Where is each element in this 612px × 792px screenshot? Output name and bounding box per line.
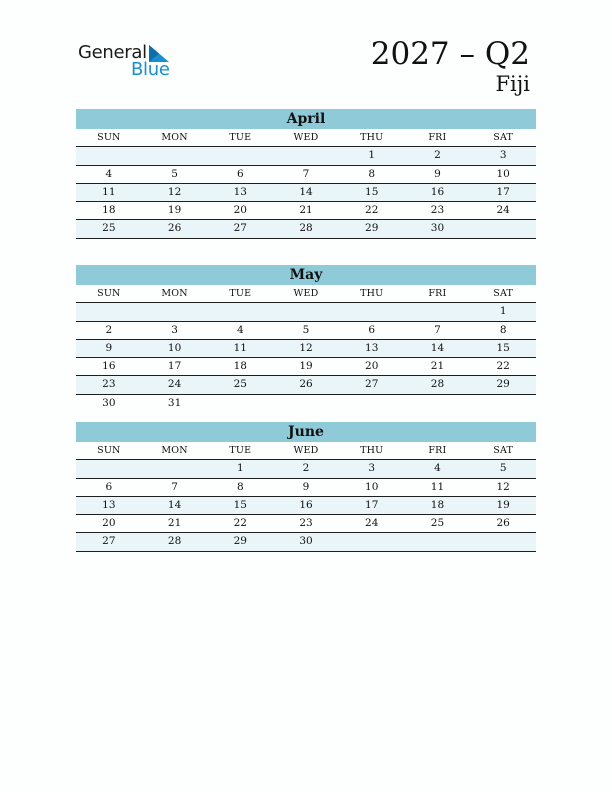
month-title: April xyxy=(76,109,536,129)
day-cell: 21 xyxy=(167,517,182,530)
day-cell xyxy=(207,147,273,164)
day-cell: 30 xyxy=(430,222,445,235)
day-cell: 9 xyxy=(302,480,310,493)
day-cell: 1 xyxy=(236,462,244,475)
weekday-label: FRI xyxy=(428,132,447,143)
day-cell: 29 xyxy=(233,535,247,548)
day-cell: 8 xyxy=(368,167,376,180)
month-may xyxy=(76,265,536,412)
day-cell: 26 xyxy=(496,517,510,530)
weekday-label: TUE xyxy=(229,132,252,143)
day-cell: 12 xyxy=(167,185,182,198)
day-cell: 19 xyxy=(496,498,510,511)
day-cell: 4 xyxy=(236,323,244,336)
logo-general-text: General xyxy=(78,42,147,63)
day-cell: 28 xyxy=(167,535,182,548)
day-cell: 14 xyxy=(299,185,313,198)
day-cell: 22 xyxy=(233,517,247,530)
day-cell: 9 xyxy=(434,167,441,180)
day-cell: 19 xyxy=(167,204,182,217)
day-cell: 3 xyxy=(499,149,507,162)
month-title: June xyxy=(76,422,536,442)
day-cell xyxy=(273,303,339,320)
day-cell xyxy=(470,395,536,412)
month-june xyxy=(76,422,536,552)
day-cell: 26 xyxy=(299,378,313,391)
day-cell: 7 xyxy=(171,480,178,493)
day-cell: 10 xyxy=(167,341,182,354)
day-cell: 7 xyxy=(302,167,310,180)
day-cell: 10 xyxy=(496,167,510,180)
country-name: Fiji xyxy=(495,72,530,96)
weekday-label: MON xyxy=(161,132,188,143)
day-cell: 8 xyxy=(499,323,507,336)
day-cell: 15 xyxy=(233,498,247,511)
day-cell: 23 xyxy=(102,378,116,391)
day-cell xyxy=(142,147,208,164)
day-cell: 4 xyxy=(434,462,441,475)
day-cell: 24 xyxy=(365,517,379,530)
day-cell: 20 xyxy=(102,517,116,530)
day-cell: 10 xyxy=(365,480,379,493)
day-cell: 7 xyxy=(434,323,441,336)
weekday-label: WED xyxy=(293,445,319,456)
day-cell xyxy=(405,533,471,550)
day-cell: 27 xyxy=(102,535,116,548)
day-cell: 17 xyxy=(496,185,510,198)
day-cell: 28 xyxy=(299,222,313,235)
week-row xyxy=(76,479,536,497)
day-cell: 22 xyxy=(365,204,379,217)
day-cell xyxy=(142,303,208,320)
weekday-label: SUN xyxy=(97,132,121,143)
weekday-label: TUE xyxy=(229,288,252,299)
day-cell: 4 xyxy=(105,167,113,180)
day-cell: 1 xyxy=(368,149,376,162)
month-title: May xyxy=(76,265,536,285)
day-cell: 12 xyxy=(299,341,313,354)
day-cell: 27 xyxy=(233,222,247,235)
day-cell xyxy=(273,395,339,412)
day-cell: 29 xyxy=(365,222,379,235)
day-cell: 23 xyxy=(430,204,445,217)
day-cell: 30 xyxy=(299,535,313,548)
day-cell xyxy=(470,220,536,237)
day-cell: 21 xyxy=(430,360,445,373)
day-cell: 27 xyxy=(365,378,379,391)
day-cell: 23 xyxy=(299,517,313,530)
day-cell xyxy=(339,395,405,412)
weekday-label: FRI xyxy=(428,445,447,456)
day-cell: 14 xyxy=(167,498,182,511)
week-row xyxy=(76,303,536,321)
day-cell: 13 xyxy=(365,341,379,354)
day-cell: 26 xyxy=(167,222,182,235)
day-cell xyxy=(470,533,536,550)
day-cell xyxy=(207,303,273,320)
weekday-header-row xyxy=(76,129,536,147)
weekday-label: TUE xyxy=(229,445,252,456)
day-cell: 13 xyxy=(102,498,116,511)
day-cell: 25 xyxy=(102,222,116,235)
day-cell: 8 xyxy=(236,480,244,493)
day-cell: 5 xyxy=(302,323,310,336)
day-cell: 2 xyxy=(105,323,113,336)
day-cell: 2 xyxy=(302,462,310,475)
day-cell: 17 xyxy=(365,498,379,511)
day-cell: 14 xyxy=(430,341,445,354)
day-cell: 5 xyxy=(499,462,507,475)
day-cell: 21 xyxy=(299,204,313,217)
day-cell: 5 xyxy=(171,167,178,180)
week-row xyxy=(76,533,536,551)
weekday-label: THU xyxy=(360,288,384,299)
day-cell: 13 xyxy=(233,185,247,198)
day-cell: 6 xyxy=(236,167,244,180)
day-cell xyxy=(273,147,339,164)
weekday-label: THU xyxy=(360,445,384,456)
weekday-label: WED xyxy=(293,288,319,299)
day-cell: 17 xyxy=(167,360,182,373)
weekday-label: WED xyxy=(293,132,319,143)
day-cell: 29 xyxy=(496,378,510,391)
day-cell: 3 xyxy=(171,323,178,336)
day-cell xyxy=(142,460,208,477)
day-cell xyxy=(339,533,405,550)
day-cell: 2 xyxy=(434,149,441,162)
weekday-label: SUN xyxy=(97,445,121,456)
day-cell: 25 xyxy=(233,378,247,391)
week-row xyxy=(76,147,536,165)
weekday-label: SAT xyxy=(493,288,514,299)
week-row xyxy=(76,322,536,340)
weekday-header-row xyxy=(76,442,536,460)
weekday-label: SUN xyxy=(97,288,121,299)
day-cell: 1 xyxy=(499,305,507,318)
week-row xyxy=(76,395,536,412)
day-cell: 12 xyxy=(496,480,510,493)
week-row xyxy=(76,220,536,238)
day-cell: 15 xyxy=(365,185,379,198)
weekday-label: THU xyxy=(360,132,384,143)
day-cell: 6 xyxy=(368,323,376,336)
day-cell: 30 xyxy=(102,396,116,409)
day-cell: 22 xyxy=(496,360,510,373)
day-cell: 11 xyxy=(102,185,116,198)
day-cell: 20 xyxy=(365,360,379,373)
week-row xyxy=(76,460,536,478)
week-row xyxy=(76,340,536,358)
day-cell: 25 xyxy=(430,517,445,530)
logo xyxy=(78,42,188,82)
day-cell xyxy=(76,147,142,164)
month-april xyxy=(76,109,536,239)
week-row xyxy=(76,202,536,220)
day-cell: 19 xyxy=(299,360,313,373)
day-cell: 24 xyxy=(167,378,182,391)
weekday-label: FRI xyxy=(428,288,447,299)
day-cell: 16 xyxy=(299,498,313,511)
weekday-label: MON xyxy=(161,445,188,456)
week-row xyxy=(76,166,536,184)
weekday-label: SAT xyxy=(493,132,514,143)
day-cell: 11 xyxy=(233,341,247,354)
day-cell: 9 xyxy=(105,341,113,354)
day-cell xyxy=(339,303,405,320)
day-cell: 16 xyxy=(102,360,116,373)
day-cell: 18 xyxy=(430,498,445,511)
weekday-label: MON xyxy=(161,288,188,299)
day-cell xyxy=(76,303,142,320)
day-cell: 24 xyxy=(496,204,510,217)
day-cell: 3 xyxy=(368,462,376,475)
day-cell: 15 xyxy=(496,341,510,354)
day-cell: 28 xyxy=(430,378,445,391)
day-cell: 16 xyxy=(430,185,445,198)
week-row xyxy=(76,358,536,376)
logo-blue-text: Blue xyxy=(131,59,170,80)
weekday-header-row xyxy=(76,285,536,303)
day-cell: 6 xyxy=(105,480,113,493)
week-row xyxy=(76,515,536,533)
week-row xyxy=(76,376,536,394)
day-cell xyxy=(405,395,471,412)
day-cell xyxy=(76,460,142,477)
week-row xyxy=(76,184,536,202)
day-cell: 18 xyxy=(102,204,116,217)
day-cell: 18 xyxy=(233,360,247,373)
day-cell: 20 xyxy=(233,204,247,217)
page-title: 2027 – Q2 xyxy=(370,36,530,72)
day-cell xyxy=(405,303,471,320)
day-cell xyxy=(207,395,273,412)
weekday-label: SAT xyxy=(493,445,514,456)
day-cell: 11 xyxy=(430,480,445,493)
week-row xyxy=(76,497,536,515)
day-cell: 31 xyxy=(167,396,182,409)
